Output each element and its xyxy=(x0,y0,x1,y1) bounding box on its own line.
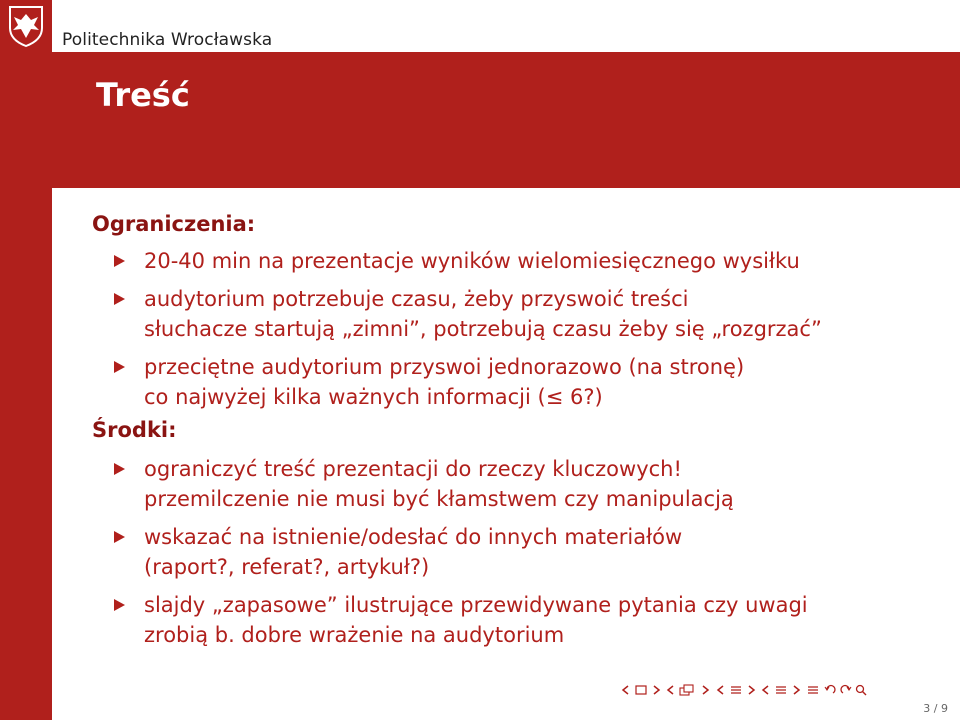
university-logo xyxy=(0,0,52,52)
top-bar xyxy=(0,0,960,52)
nav-right-icon[interactable] xyxy=(701,684,711,696)
bullet-triangle-icon xyxy=(114,255,125,267)
item-line: slajdy „zapasowe” ilustrujące przewidywane pytania czy uwagi xyxy=(144,593,808,617)
list-item xyxy=(92,284,932,344)
institution-name: Politechnika Wrocławska xyxy=(62,30,273,50)
undo-icon[interactable] xyxy=(824,684,836,696)
bullet-triangle-icon xyxy=(114,463,125,475)
eagle-shield-icon xyxy=(6,4,46,48)
means-list xyxy=(92,454,932,582)
section-icon[interactable] xyxy=(774,684,788,696)
item-line: wskazać na istnienie/odesłać do innych materiałów xyxy=(144,525,683,549)
item-line: 20-40 min na prezentacje wyników wielomiesięcznego wysiłku xyxy=(144,249,800,273)
item-line: zrobią b. dobre wrażenie na audytorium xyxy=(144,623,565,647)
search-icon[interactable] xyxy=(855,684,867,696)
section-icon[interactable] xyxy=(729,684,743,696)
item-line: ograniczyć treść prezentacji do rzeczy kluczowych! xyxy=(144,457,682,481)
slide-content xyxy=(92,212,932,650)
nav-right-icon[interactable] xyxy=(792,684,802,696)
bullet-triangle-icon xyxy=(114,599,125,611)
constraints-list xyxy=(92,246,932,412)
item-line: słuchacze startują „zimni”, potrzebują czasu żeby się „rozgrzać” xyxy=(144,317,822,341)
list-item xyxy=(92,454,932,514)
list-item-faded xyxy=(92,590,932,650)
subsection-icon[interactable] xyxy=(679,684,697,696)
list-item xyxy=(92,522,932,582)
bullet-triangle-icon xyxy=(114,293,125,305)
slide-title: Treść xyxy=(96,76,190,114)
section-heading-constraints: Ograniczenia: xyxy=(92,212,256,236)
item-line: co najwyżej kilka ważnych informacji (≤ 6?) xyxy=(144,385,603,409)
section-heading-means: Środki: xyxy=(92,418,177,442)
list-item xyxy=(92,246,932,276)
item-line: przeciętne audytorium przyswoi jednorazowo (na stronę) xyxy=(144,355,745,379)
beamer-navigation xyxy=(620,684,950,698)
item-line: przemilczenie nie musi być kłamstwem czy manipulacją xyxy=(144,487,734,511)
bullet-triangle-icon xyxy=(114,361,125,373)
nav-right-icon[interactable] xyxy=(652,684,662,696)
nav-left-icon[interactable] xyxy=(760,684,770,696)
page-number: 3 / 9 xyxy=(923,702,948,715)
sidebar-stripe xyxy=(0,52,52,720)
title-banner xyxy=(52,52,960,188)
nav-left-icon[interactable] xyxy=(715,684,725,696)
bullet-triangle-icon xyxy=(114,531,125,543)
item-line: (raport?, referat?, artykuł?) xyxy=(144,555,430,579)
list-item xyxy=(92,352,932,412)
nav-left-icon[interactable] xyxy=(620,684,630,696)
item-line: audytorium potrzebuje czasu, żeby przyswoić treści xyxy=(144,287,689,311)
document-icon[interactable] xyxy=(806,684,820,696)
nav-left-icon[interactable] xyxy=(665,684,675,696)
redo-icon[interactable] xyxy=(840,684,852,696)
frame-icon[interactable] xyxy=(634,684,648,696)
nav-right-icon[interactable] xyxy=(747,684,757,696)
faded-list xyxy=(92,590,932,650)
